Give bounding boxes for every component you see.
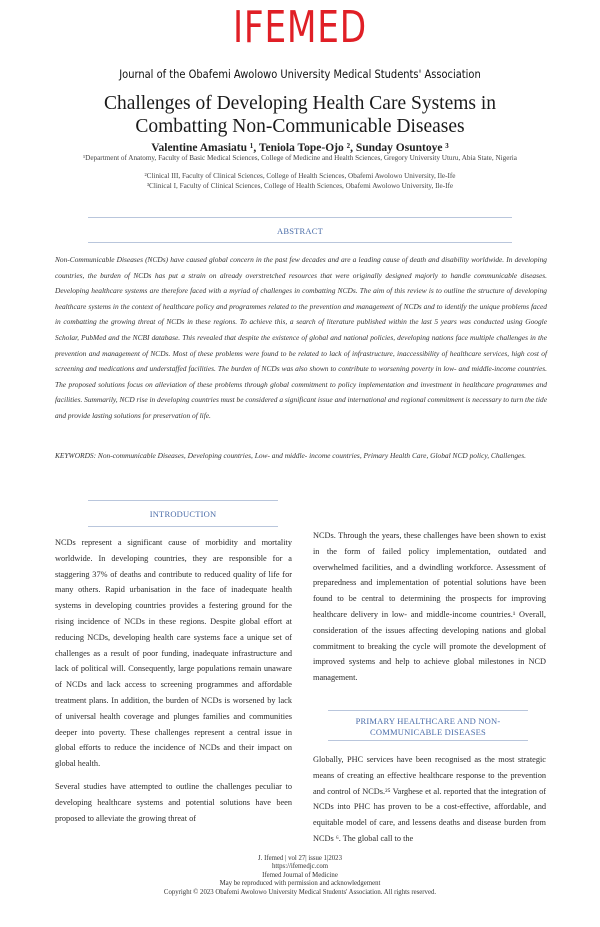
affiliation-2: ²Clinical III, Faculty of Clinical Sciences, College of Health Sciences, Obafemi Awolowo University, Ile-Ife bbox=[144, 172, 456, 180]
phc-heading-line-1: PRIMARY HEALTHCARE AND NON- bbox=[355, 716, 501, 726]
intro-paragraph-3: NCDs. Through the years, these challenges have been shown to exist in the form of failed policy implementation, outdated and overwhelmed facilities, and a dwindling workforce. Assessment of preparedness and implementation of potential solutions have been found to be central to determining the prospects for improving healthcare delivery in low- and middle-income countries.¹ Overall, consideration of the issues affecting developing nations and global commitment to breaking the cycle will promote the development of improved systems and help to achieve global milestones in NCD management. bbox=[313, 531, 546, 683]
left-column bbox=[55, 535, 292, 826]
phc-heading bbox=[328, 716, 528, 738]
phc-rule-bottom bbox=[328, 740, 528, 741]
footer-citation: J. Ifemed | vol 27| issue 1|2023 bbox=[258, 855, 342, 862]
phc-paragraph-1: Globally, PHC services have been recognised as the most strategic means of creating an effective healthcare response to the prevention and control of NCDs.²⁵ Varghese et al. reported that the integration of NCDs into PHC has proven to be a cost-effective, affordable, and equitable model of care, and lessens deaths and disease burden from NCDs ⁶. The global call to the bbox=[313, 755, 546, 843]
right-column-bottom bbox=[313, 752, 546, 847]
title-line-1: Challenges of Developing Health Care Systems in bbox=[103, 93, 497, 114]
affiliation-3: ³Clinical I, Faculty of Clinical Sciences, College of Health Sciences, Obafemi Awolowo University, Ile-Ife bbox=[146, 182, 454, 190]
footer-permission: May be reproduced with permission and acknowledgement bbox=[219, 880, 381, 888]
phc-heading-line-2: COMMUNICABLE DISEASES bbox=[370, 727, 486, 737]
intro-rule-top bbox=[88, 500, 278, 501]
abstract-text: Non-Communicable Diseases (NCDs) have caused global concern in the past few decades and are a leading cause of death and disability worldwide. In developing countries, the burden of NCDs has put a strain on already overstretched resources that were originally designed majorly to handle communicable diseases. Developing healthcare systems are therefore faced with a myriad of challenges in combatting NCDs. The aim of this review is to outline the structure of developing healthcare systems in the context of healthcare policy and programmes related to the prevention and management of NCDs and to identify the unique problems faced in combatting the growing threat of NCDs in these regions. To achieve this, a search of literature published within the last 5 years was conducted using Google Scholar, PubMed and the NCBI database. This revealed that despite the existence of global and national policies, developing nations face multiple challenges in the prevention and management of NCDs. Most of these problems were found to be related to lack of infrastructure, inaccessibility of healthcare services, high cost of screening and medications and understaffed facilities. The burden of NCDs was also shown to contribute to worsening poverty in low- and middle-income countries. The proposed solutions focus on alleviation of these problems through global commitment to policy implementation and investment in healthcare programmes and facilities. Summarily, NCD rise in developing countries must be considered a significant issue and international and regional commitment is necessary to turn the tide and provide lasting solutions for preservation of life. bbox=[55, 255, 547, 420]
author-list: Valentine Amasiatu ¹, Teniola Tope-Ojo ², Sunday Osuntoye ³ bbox=[151, 142, 449, 154]
affiliation-1: ¹Department of Anatomy, Faculty of Basic Medical Sciences, College of Medicine and Health Sciences, Gregory University Uturu, Abia State, Nigeria bbox=[82, 154, 517, 162]
journal-logo: IFEMED bbox=[233, 2, 367, 53]
journal-name: Journal of the Obafemi Awolowo University Medical Students' Association bbox=[119, 67, 481, 81]
footer bbox=[0, 855, 600, 897]
footer-url[interactable]: https://ifemedjc.com bbox=[271, 863, 329, 871]
title-line-2: Combatting Non-Communicable Diseases bbox=[135, 116, 465, 137]
intro-paragraph-2: Several studies have attempted to outline the challenges peculiar to developing healthcare systems and potential solutions have been proposed to alleviate the growing threat of bbox=[55, 781, 292, 823]
abstract-rule-bottom bbox=[88, 242, 512, 243]
intro-rule-bottom bbox=[88, 526, 278, 527]
phc-rule-top bbox=[328, 710, 528, 711]
keywords: KEYWORDS: Non-communicable Diseases, Developing countries, Low- and middle- income countries, Primary Health Care, Global NCD policy, Challenges. bbox=[55, 451, 527, 460]
abstract-heading: ABSTRACT bbox=[277, 226, 323, 236]
footer-journal: Ifemed Journal of Medicine bbox=[262, 871, 338, 879]
right-column-top bbox=[313, 528, 546, 686]
intro-paragraph-1: NCDs represent a significant cause of morbidity and mortality worldwide. In developing countries, they are responsible for a staggering 37% of deaths and contribute to reduced quality of life for many others. Rapid urbanisation in the face of inadequate health systems in developing countries provides a festering ground for the rising incidence of NCDs in these regions. Despite global effort at reducing NCDs, developing health care systems face a unique set of challenges as a result of poor funding, inadequate infrastructure and lack of political will. Consequently, large populations remain unaware of NCDs and lack access to screening programmes and affordable treatment plans. In addition, the burden of NCDs is worsened by lack of universal health coverage and plunges families and communities deeper into poverty. These challenges represent a central issue in global efforts to reduce the incidence of NCDs and their impact on global health. bbox=[55, 538, 292, 769]
article-title bbox=[40, 92, 560, 138]
introduction-heading: INTRODUCTION bbox=[149, 509, 217, 519]
footer-copyright: Copyright © 2023 Obafemi Awolowo University Medical Students' Association. All rights reserved. bbox=[163, 888, 437, 896]
abstract-rule-top bbox=[88, 217, 512, 218]
